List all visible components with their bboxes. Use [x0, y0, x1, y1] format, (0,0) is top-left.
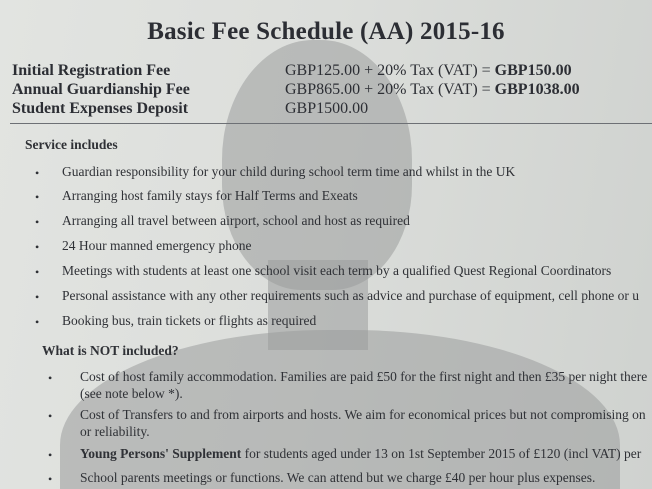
bullet-icon: • — [35, 190, 40, 204]
fee-amount-registration — [285, 62, 572, 80]
service-item: Meetings with students at least one school visit each term by a qualified Quest Regional Coordinators — [62, 263, 612, 278]
fee-calc: GBP1500.00 — [285, 100, 369, 117]
not-included-item: Cost of Transfers to and from airports and hosts. We aim for economical prices but not compromising on — [80, 407, 646, 422]
bullet-icon: • — [35, 240, 40, 254]
not-included-item — [80, 446, 641, 462]
not-included-item-cont: (see note below *). — [80, 386, 183, 401]
supplement-label: Young Persons' Supplement — [80, 446, 242, 461]
bullet-icon: • — [35, 215, 40, 229]
bullet-icon: • — [35, 290, 40, 304]
service-item: Arranging all travel between airport, school and host as required — [62, 213, 410, 228]
service-item: Personal assistance with any other requirements such as advice and purchase of equipment, cell phone or u — [62, 288, 639, 303]
fee-amount-deposit — [285, 100, 368, 118]
fee-calc: GBP125.00 + 20% Tax (VAT) = — [285, 62, 491, 79]
service-item: Guardian responsibility for your child during school term time and whilst in the UK — [62, 164, 516, 179]
bullet-icon: • — [35, 166, 40, 180]
not-included-item-cont: or reliability. — [80, 424, 150, 439]
fee-amount-guardianship — [285, 81, 580, 99]
bullet-icon: • — [48, 472, 53, 486]
service-item: Arranging host family stays for Half Terms and Exeats — [62, 188, 358, 203]
fee-label-guardianship: Annual Guardianship Fee — [12, 81, 190, 98]
fee-calc: GBP865.00 + 20% Tax (VAT) = — [285, 81, 491, 98]
bullet-icon: • — [48, 371, 53, 385]
fee-label-deposit: Student Expenses Deposit — [12, 100, 189, 117]
service-item: 24 Hour manned emergency phone — [62, 238, 252, 253]
service-item: Booking bus, train tickets or flights as required — [62, 313, 317, 328]
service-heading: Service includes — [25, 137, 118, 152]
bullet-icon: • — [35, 315, 40, 329]
fee-total: GBP1038.00 — [494, 81, 580, 98]
bullet-icon: • — [48, 409, 53, 423]
divider — [10, 123, 652, 124]
fee-label-registration: Initial Registration Fee — [12, 62, 171, 79]
bullet-icon: • — [35, 265, 40, 279]
supplement-text: for students aged under 13 on 1st September 2015 of £120 (incl VAT) per — [241, 446, 642, 461]
bullet-icon: • — [48, 448, 53, 462]
page-title: Basic Fee Schedule (AA) 2015-16 — [147, 18, 505, 45]
not-included-heading: What is NOT included? — [42, 343, 179, 358]
not-included-item: Cost of host family accommodation. Families are paid £50 for the first night and then £35 per night there — [80, 369, 648, 384]
fee-total: GBP150.00 — [494, 62, 572, 79]
not-included-item: School parents meetings or functions. We can attend but we charge £40 per hour plus expenses. — [80, 470, 596, 485]
